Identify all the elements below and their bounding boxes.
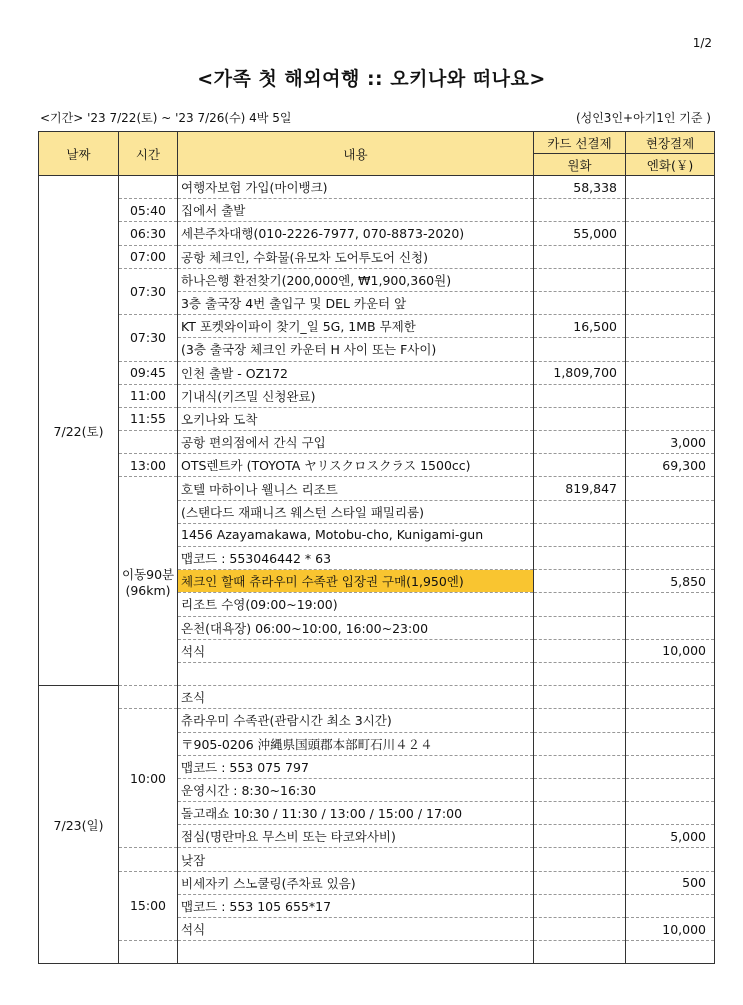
time-cell xyxy=(119,384,178,407)
document-title: <가족 첫 해외여행 :: 오키나와 떠나요> xyxy=(197,68,546,90)
content-cell: 맵코드 : 553 075 797 xyxy=(178,755,534,778)
cash-amount-cell xyxy=(626,709,715,732)
content-cell: 공항 편의점에서 간식 구입 xyxy=(178,431,534,454)
cash-amount-cell xyxy=(626,199,715,222)
content-cell xyxy=(178,941,534,964)
card-amount-cell xyxy=(534,523,626,546)
card-amount-cell xyxy=(534,709,626,732)
cash-amount-cell xyxy=(626,477,715,500)
card-amount-cell: 58,338 xyxy=(534,176,626,199)
time-cell xyxy=(119,848,178,871)
cash-amount-cell xyxy=(626,176,715,199)
cash-amount-cell xyxy=(626,245,715,268)
table-row xyxy=(39,361,715,384)
content-cell: (스탠다드 재패니즈 웨스턴 스타일 패밀리룸) xyxy=(178,500,534,523)
card-amount-cell xyxy=(534,894,626,917)
cash-amount-cell xyxy=(626,616,715,639)
content-cell: 점심(명란마요 무스비 또는 타코와사비) xyxy=(178,825,534,848)
card-amount-cell xyxy=(534,686,626,709)
cost-basis-note: (성인3인+아기1인 기준 ) xyxy=(575,111,711,125)
content-cell: 낮잠 xyxy=(178,848,534,871)
table-body xyxy=(39,176,715,964)
time-label: 15:00 xyxy=(129,898,167,914)
header-cash-unit: 엔화(￥) xyxy=(626,154,715,176)
table-row xyxy=(39,477,715,500)
time-cell xyxy=(119,941,178,964)
card-amount-cell xyxy=(534,941,626,964)
page-number: 1/2 xyxy=(692,36,712,50)
card-amount-cell xyxy=(534,732,626,755)
cash-amount-cell: 69,300 xyxy=(626,454,715,477)
content-cell: 〒905-0206 沖縄県国頭郡本部町石川４２４ xyxy=(178,732,534,755)
card-amount-cell xyxy=(534,384,626,407)
time-cell xyxy=(119,454,178,477)
card-amount-cell xyxy=(534,778,626,801)
content-cell: 운영시간 : 8:30~16:30 xyxy=(178,778,534,801)
content-cell: 공항 체크인, 수화물(유모차 도어투도어 신청) xyxy=(178,245,534,268)
cash-amount-cell xyxy=(626,268,715,291)
time-label: 10:00 xyxy=(129,770,167,786)
card-amount-cell xyxy=(534,407,626,430)
time-cell xyxy=(119,871,178,941)
cash-amount-cell xyxy=(626,407,715,430)
card-amount-cell xyxy=(534,338,626,361)
table-row xyxy=(39,199,715,222)
card-amount-cell xyxy=(534,918,626,941)
content-cell: 체크인 할때 츄라우미 수족관 입장권 구매(1,950엔) xyxy=(178,570,534,593)
time-label: 11:00 xyxy=(129,388,167,404)
time-label: 09:45 xyxy=(129,365,167,381)
cash-amount-cell xyxy=(626,686,715,709)
card-amount-cell xyxy=(534,245,626,268)
card-amount-cell xyxy=(534,871,626,894)
cash-amount-cell xyxy=(626,222,715,245)
content-cell: 1456 Azayamakawa, Motobu-cho, Kunigami-gun xyxy=(178,523,534,546)
content-cell: 기내식(키즈밀 신청완료) xyxy=(178,384,534,407)
content-cell: 여행자보험 가입(마이뱅크) xyxy=(178,176,534,199)
itinerary-table xyxy=(38,131,715,964)
time-label: 05:40 xyxy=(129,202,167,218)
content-cell: 맵코드 : 553 105 655*17 xyxy=(178,894,534,917)
table-row xyxy=(39,176,715,199)
table-row xyxy=(39,407,715,430)
cash-amount-cell xyxy=(626,315,715,338)
cash-amount-cell xyxy=(626,802,715,825)
table-row xyxy=(39,871,715,894)
cash-amount-cell xyxy=(626,523,715,546)
content-cell: 비세자키 스노쿨링(주차료 있음) xyxy=(178,871,534,894)
card-amount-cell xyxy=(534,662,626,685)
header-date: 날짜 xyxy=(39,132,119,176)
header-cash: 현장결제 xyxy=(626,132,715,154)
card-amount-cell: 1,809,700 xyxy=(534,361,626,384)
content-cell: 집에서 출발 xyxy=(178,199,534,222)
card-amount-cell xyxy=(534,639,626,662)
content-cell xyxy=(178,662,534,685)
header-content: 내용 xyxy=(178,132,534,176)
trip-period: <기간> '23 7/22(토) ~ '23 7/26(수) 4박 5일 xyxy=(40,111,292,125)
content-cell: 하나은행 환전찾기(200,000엔, ₩1,900,360원) xyxy=(178,268,534,291)
content-cell: 오키나와 도착 xyxy=(178,407,534,430)
header-card: 카드 선결제 xyxy=(534,132,626,154)
content-cell: 돌고래쇼 10:30 / 11:30 / 13:00 / 15:00 / 17:00 xyxy=(178,802,534,825)
table-row xyxy=(39,686,715,709)
card-amount-cell xyxy=(534,291,626,314)
cash-amount-cell: 5,850 xyxy=(626,570,715,593)
card-amount-cell: 55,000 xyxy=(534,222,626,245)
content-cell: 온천(대욕장) 06:00~10:00, 16:00~23:00 xyxy=(178,616,534,639)
cash-amount-cell xyxy=(626,291,715,314)
table-row xyxy=(39,315,715,338)
content-cell: 조식 xyxy=(178,686,534,709)
card-amount-cell xyxy=(534,547,626,570)
cash-amount-cell xyxy=(626,755,715,778)
table-row xyxy=(39,222,715,245)
cash-amount-cell xyxy=(626,894,715,917)
time-cell xyxy=(119,315,178,361)
time-cell xyxy=(119,709,178,848)
cash-amount-cell xyxy=(626,338,715,361)
cash-amount-cell: 500 xyxy=(626,871,715,894)
card-amount-cell xyxy=(534,848,626,871)
card-amount-cell xyxy=(534,500,626,523)
header-time: 시간 xyxy=(119,132,178,176)
content-cell: 츄라우미 수족관(관람시간 최소 3시간) xyxy=(178,709,534,732)
time-cell xyxy=(119,176,178,199)
card-amount-cell xyxy=(534,593,626,616)
content-cell: 석식 xyxy=(178,918,534,941)
cash-amount-cell: 10,000 xyxy=(626,639,715,662)
table-row xyxy=(39,848,715,871)
table-row xyxy=(39,941,715,964)
time-cell xyxy=(119,431,178,454)
cash-amount-cell xyxy=(626,848,715,871)
cash-amount-cell xyxy=(626,593,715,616)
time-cell xyxy=(119,268,178,314)
cash-amount-cell xyxy=(626,384,715,407)
cash-amount-cell: 3,000 xyxy=(626,431,715,454)
day-date-cell: 7/23(일) xyxy=(39,686,119,964)
table-row xyxy=(39,268,715,291)
card-amount-cell xyxy=(534,570,626,593)
time-label: (96km) xyxy=(125,582,171,598)
time-label: 07:30 xyxy=(129,330,167,346)
cash-amount-cell: 5,000 xyxy=(626,825,715,848)
content-cell: KT 포켓와이파이 찾기_일 5G, 1MB 무제한 xyxy=(178,315,534,338)
card-amount-cell xyxy=(534,268,626,291)
time-cell xyxy=(119,407,178,430)
content-cell: OTS렌트카 (TOYOTA ヤリスクロスクラス 1500cc) xyxy=(178,454,534,477)
table-row xyxy=(39,709,715,732)
content-cell: (3층 출국장 체크인 카운터 H 사이 또는 F사이) xyxy=(178,338,534,361)
table-row xyxy=(39,384,715,407)
time-label: 이동90분 xyxy=(122,566,175,582)
cash-amount-cell xyxy=(626,662,715,685)
cash-amount-cell xyxy=(626,941,715,964)
card-amount-cell xyxy=(534,454,626,477)
content-cell: 리조트 수영(09:00~19:00) xyxy=(178,593,534,616)
card-amount-cell xyxy=(534,802,626,825)
cash-amount-cell xyxy=(626,361,715,384)
card-amount-cell: 819,847 xyxy=(534,477,626,500)
time-cell xyxy=(119,686,178,709)
header-card-unit: 원화 xyxy=(534,154,626,176)
cash-amount-cell xyxy=(626,547,715,570)
time-label: 13:00 xyxy=(129,457,167,473)
card-amount-cell: 16,500 xyxy=(534,315,626,338)
time-label: 07:00 xyxy=(129,249,167,265)
cash-amount-cell xyxy=(626,500,715,523)
content-cell: 호텔 마하이나 웰니스 리조트 xyxy=(178,477,534,500)
time-cell xyxy=(119,477,178,686)
content-cell: 석식 xyxy=(178,639,534,662)
content-cell: 3층 출국장 4번 출입구 및 DEL 카운터 앞 xyxy=(178,291,534,314)
time-label: 06:30 xyxy=(129,225,167,241)
time-cell xyxy=(119,361,178,384)
content-cell: 세븐주차대행(010-2226-7977, 070-8873-2020) xyxy=(178,222,534,245)
card-amount-cell xyxy=(534,755,626,778)
table-header xyxy=(39,132,715,176)
card-amount-cell xyxy=(534,431,626,454)
card-amount-cell xyxy=(534,825,626,848)
cash-amount-cell: 10,000 xyxy=(626,918,715,941)
cash-amount-cell xyxy=(626,732,715,755)
table-row xyxy=(39,431,715,454)
time-cell xyxy=(119,245,178,268)
content-cell: 맵코드 : 553046442 * 63 xyxy=(178,547,534,570)
content-cell: 인천 출발 - OZ172 xyxy=(178,361,534,384)
card-amount-cell xyxy=(534,199,626,222)
card-amount-cell xyxy=(534,616,626,639)
cash-amount-cell xyxy=(626,778,715,801)
table-row xyxy=(39,454,715,477)
time-cell xyxy=(119,199,178,222)
time-cell xyxy=(119,222,178,245)
day-date-cell: 7/22(토) xyxy=(39,176,119,686)
table-row xyxy=(39,245,715,268)
time-label: 07:30 xyxy=(129,283,167,299)
time-label: 11:55 xyxy=(129,411,167,427)
